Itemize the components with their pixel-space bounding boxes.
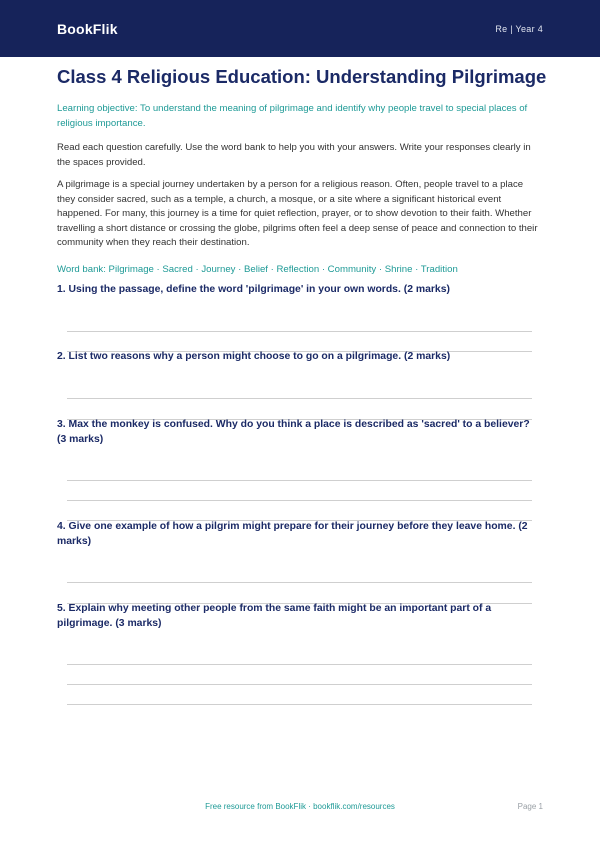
word-bank: Word bank: Pilgrimage · Sacred · Journey · Belief · Reflection · Community · Shrine · Tradition: [57, 263, 458, 275]
question-4: 4. Give one example of how a pilgrim might prepare for their journey before they leave home. (2 marks): [57, 521, 528, 547]
question-2: 2. List two reasons why a person might choose to go on a pilgrimage. (2 marks): [57, 351, 451, 362]
subject-year-label: Re | Year 4: [495, 23, 543, 34]
answer-line[interactable]: [67, 582, 532, 583]
answer-line[interactable]: [67, 684, 532, 685]
answer-line[interactable]: [67, 664, 532, 665]
page-number: Page 1: [517, 802, 543, 811]
footer-resource-link[interactable]: Free resource from BookFlik · bookflik.com/resources: [205, 802, 395, 811]
answer-line[interactable]: [67, 331, 532, 332]
page-title: Class 4 Religious Education: Understanding Pilgrimage: [57, 66, 547, 87]
answer-line[interactable]: [67, 500, 532, 501]
answer-line[interactable]: [67, 704, 532, 705]
page-header: [0, 0, 600, 57]
worksheet-intro: [57, 66, 547, 277]
question-5: 5. Explain why meeting other people from the same faith might be an important part of a pilgrimage. (3 marks): [57, 603, 492, 629]
instructions-text: Read each question carefully. Use the word bank to help you with your answers. Write your responses clearly in the spaces provided.: [57, 142, 531, 168]
reading-passage: A pilgrimage is a special journey undertaken by a person for a religious reason. Often, people travel to a place they consider sacred, such as a temple, a church, a mosque, or a site where a significant historical event happened. For many, this journey is a time for quiet reflection, prayer, or to show devotion to their faith. Whether travelling a short distance or crossing the globe, pilgrims often feel a deep sense of peace and connection to their community when they reach their destination.: [57, 179, 538, 248]
answer-line[interactable]: [67, 480, 532, 481]
question-3: 3. Max the monkey is confused. Why do you think a place is described as 'sacred' to a believer? (3 marks): [57, 419, 530, 445]
brand-logo[interactable]: BookFlik: [57, 20, 118, 37]
answer-line[interactable]: [67, 398, 532, 399]
question-1: 1. Using the passage, define the word 'pilgrimage' in your own words. (2 marks): [57, 284, 450, 295]
learning-objective: Learning objective: To understand the meaning of pilgrimage and identify why people travel to special places of religious importance.: [57, 103, 528, 129]
